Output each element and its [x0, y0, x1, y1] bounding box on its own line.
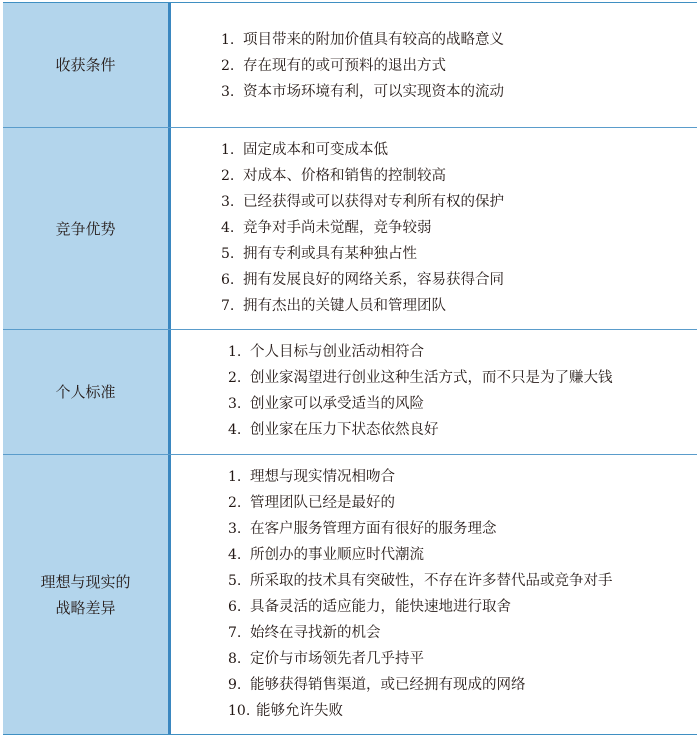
list-item	[221, 241, 697, 267]
item-number: 1.	[228, 469, 242, 485]
row-label-line: 竞争优势	[55, 219, 116, 238]
list-item	[221, 137, 697, 163]
item-number: 5.	[221, 246, 235, 262]
item-number: 6.	[221, 272, 235, 288]
table-row	[3, 330, 697, 455]
item-number: 4.	[221, 220, 235, 236]
item-text: 拥有杰出的关键人员和管理团队	[243, 298, 446, 314]
list-item	[228, 464, 697, 490]
item-number: 9.	[228, 677, 242, 693]
row-label	[3, 455, 171, 734]
list-item	[228, 672, 697, 698]
item-number: 8.	[228, 651, 242, 667]
item-text: 创业家在压力下状态依然良好	[250, 422, 439, 438]
item-text: 固定成本和可变成本低	[243, 142, 388, 158]
item-text: 管理团队已经是最好的	[250, 495, 395, 511]
item-text: 项目带来的附加价值具有较高的战略意义	[243, 32, 504, 48]
list-item	[221, 293, 697, 319]
item-text: 存在现有的或可预料的退出方式	[243, 58, 446, 74]
item-number: 3.	[221, 84, 235, 100]
item-text: 拥有发展良好的网络关系，容易获得合同	[243, 272, 504, 288]
row-label-line: 理想与现实的	[40, 572, 131, 591]
table-row	[3, 455, 697, 734]
list-item	[228, 490, 697, 516]
item-number: 10.	[228, 703, 251, 719]
list-item	[221, 189, 697, 215]
list-item	[228, 698, 697, 724]
item-text: 竞争对手尚未觉醒，竞争较弱	[243, 220, 432, 236]
item-text: 所采取的技术具有突破性，不存在许多替代品或竞争对手	[250, 573, 613, 589]
list-item	[228, 391, 697, 417]
item-number: 2.	[228, 370, 242, 386]
row-label-line: 战略差异	[55, 598, 116, 617]
row-label	[3, 3, 171, 127]
item-number: 7.	[228, 625, 242, 641]
item-list	[171, 3, 697, 127]
item-text: 资本市场环境有利，可以实现资本的流动	[243, 84, 504, 100]
list-item	[221, 267, 697, 293]
item-text: 个人目标与创业活动相符合	[250, 344, 424, 360]
item-text: 始终在寻找新的机会	[250, 625, 381, 641]
list-item	[228, 417, 697, 443]
item-number: 2.	[221, 168, 235, 184]
list-item	[221, 215, 697, 241]
item-number: 5.	[228, 573, 242, 589]
item-list	[171, 455, 697, 734]
list-item	[228, 646, 697, 672]
item-number: 1.	[221, 142, 235, 158]
list-item	[228, 620, 697, 646]
item-number: 1.	[221, 32, 235, 48]
item-list	[171, 128, 697, 329]
list-item	[228, 542, 697, 568]
list-item	[221, 27, 697, 53]
list-item	[228, 516, 697, 542]
item-text: 具备灵活的适应能力，能快速地进行取舍	[250, 599, 511, 615]
list-item	[221, 79, 697, 105]
item-number: 1.	[228, 344, 242, 360]
item-number: 3.	[221, 194, 235, 210]
row-label	[3, 128, 171, 329]
item-text: 创业家可以承受适当的风险	[250, 396, 424, 412]
item-text: 拥有专利或具有某种独占性	[243, 246, 417, 262]
item-text: 能够允许失败	[256, 703, 343, 719]
list-item	[221, 163, 697, 189]
item-text: 在客户服务管理方面有很好的服务理念	[250, 521, 497, 537]
item-list	[171, 330, 697, 454]
item-number: 7.	[221, 298, 235, 314]
list-item	[221, 53, 697, 79]
item-number: 2.	[228, 495, 242, 511]
item-number: 6.	[228, 599, 242, 615]
criteria-table	[3, 2, 697, 735]
item-text: 对成本、价格和销售的控制较高	[243, 168, 446, 184]
item-number: 4.	[228, 547, 242, 563]
item-text: 已经获得或可以获得对专利所有权的保护	[243, 194, 504, 210]
item-text: 能够获得销售渠道，或已经拥有现成的网络	[250, 677, 526, 693]
list-item	[228, 339, 697, 365]
item-text: 创业家渴望进行创业这种生活方式，而不只是为了赚大钱	[250, 370, 613, 386]
row-label-line: 收获条件	[55, 56, 116, 74]
row-label-line: 个人标准	[55, 383, 116, 401]
item-text: 所创办的事业顺应时代潮流	[250, 547, 424, 563]
table-row	[3, 3, 697, 128]
item-number: 3.	[228, 521, 242, 537]
item-number: 4.	[228, 422, 242, 438]
table-row	[3, 128, 697, 330]
item-number: 2.	[221, 58, 235, 74]
list-item	[228, 365, 697, 391]
item-text: 理想与现实情况相吻合	[250, 469, 395, 485]
list-item	[228, 568, 697, 594]
row-label	[3, 330, 171, 454]
list-item	[228, 594, 697, 620]
item-text: 定价与市场领先者几乎持平	[250, 651, 424, 667]
item-number: 3.	[228, 396, 242, 412]
